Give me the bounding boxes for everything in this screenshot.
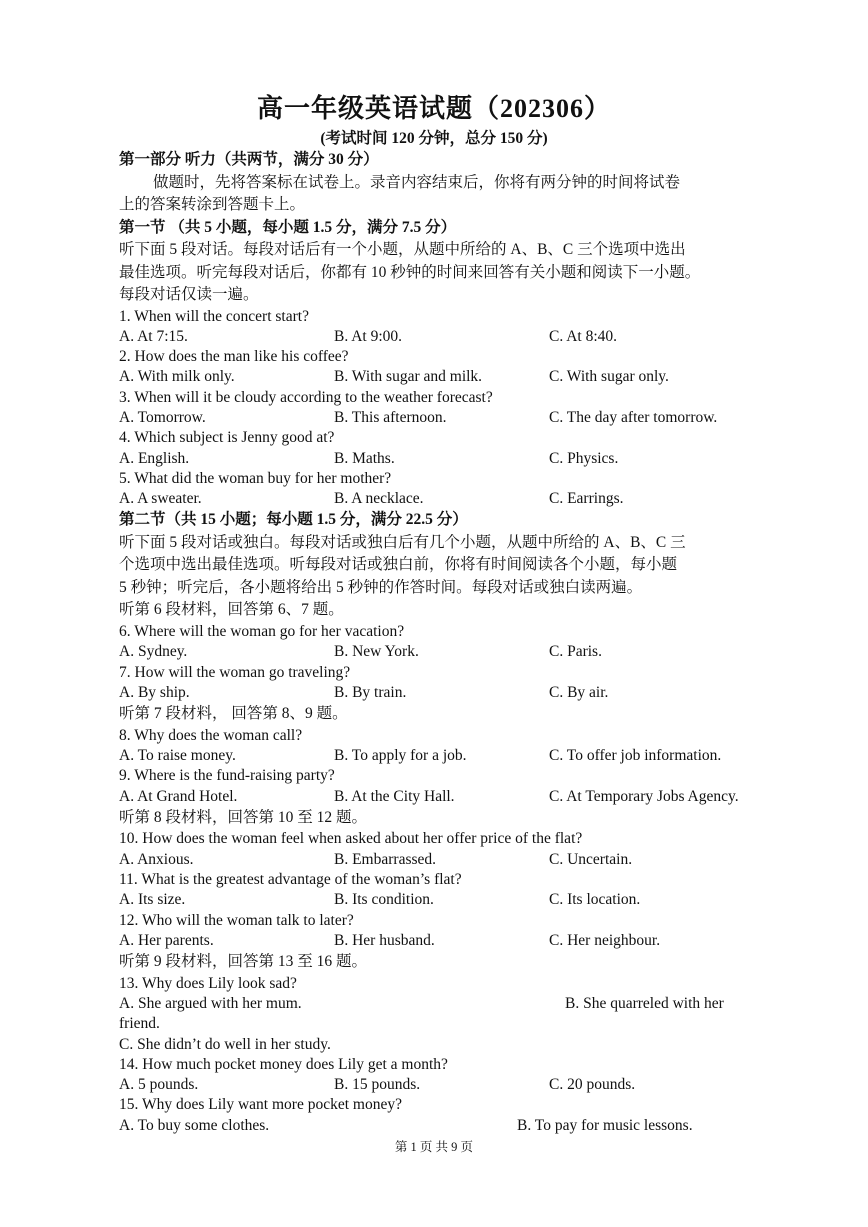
section1-heading: 第一节 （共 5 小题，每小题 1.5 分，满分 7.5 分） [119,218,457,236]
option-b: B. This afternoon. [334,408,447,426]
option-c: C. Uncertain. [549,850,633,868]
question-stem: 11. What is the greatest advantage of the woman’s flat? [119,870,462,888]
option-b: B. 15 pounds. [334,1076,421,1094]
option-a: A. At Grand Hotel. [119,787,238,805]
option-c: C. Physics. [549,449,619,467]
option-c: C. Paris. [549,643,602,661]
question-stem: 2. How does the man like his coffee? [119,348,349,366]
option-b: B. With sugar and milk. [334,368,483,386]
option-c: C. To offer job information. [549,746,722,764]
option-a: A. Tomorrow. [119,408,206,426]
question-stem: 4. Which subject is Jenny good at? [119,429,335,447]
question-options [119,489,759,509]
option-c: C. With sugar only. [549,368,669,386]
question-stem: 5. What did the woman buy for her mother? [119,469,392,487]
option-a: A. Sydney. [119,643,188,661]
part1-heading: 第一部分 听力（共两节，满分 30 分） [119,151,379,168]
option-b: B. By train. [334,683,407,701]
question-stem: 14. How much pocket money does Lily get a month? [119,1055,448,1073]
section2-intro: 个选项中选出最佳选项。听每段对话或独白前，你将有时间阅读各个小题，每小题 [119,556,678,574]
question-options [119,787,759,807]
option-c: C. Earrings. [549,490,624,508]
option-c: C. At Temporary Jobs Agency. [549,787,739,805]
material-instruction: 听第 6 段材料，回答第 6、7 题。 [119,601,344,619]
option-c: C. The day after tomorrow. [549,408,718,426]
section1-intro: 每段对话仅读一遍。 [119,286,259,303]
part1-intro: 做题时，先将答案标在试卷上。录音内容结束后，你将有两分钟的时间将试卷 [153,173,681,191]
option-a: A. At 7:15. [119,327,188,345]
option-c: C. At 8:40. [549,327,618,345]
option-b-continued: friend. [119,1015,160,1033]
question-options [119,890,759,910]
question-options [119,449,759,469]
question-options [119,1075,759,1095]
page-title: 高一年级英语试题（202306） [256,94,611,123]
part1-intro: 上的答案转涂到答题卡上。 [119,196,306,213]
option-a: A. She argued with her mum. [119,994,302,1012]
question-stem: 3. When will it be cloudy according to the weather forecast? [119,388,493,406]
question-stem: 8. Why does the woman call? [119,726,303,744]
option-c: C. 20 pounds. [549,1076,636,1094]
question-stem: 15. Why does Lily want more pocket money? [119,1096,402,1114]
option-a: A. A sweater. [119,490,202,508]
question-options [119,850,759,870]
section1-intro: 听下面 5 段对话。每段对话后有一个小题，从题中所给的 A、B、C 三个选项中选出 [119,241,686,258]
exam-body [119,149,759,1136]
option-b: B. To apply for a job. [334,746,467,764]
exam-info: (考试时间 120 分钟，总分 150 分) [320,130,548,147]
option-a: A. To raise money. [119,746,236,764]
option-b: B. She quarreled with her [565,994,724,1012]
question-options [119,683,759,703]
question-stem: 10. How does the woman feel when asked about her offer price of the flat? [119,830,583,848]
option-a: A. 5 pounds. [119,1076,199,1094]
option-b: B. At the City Hall. [334,787,455,805]
section2-intro: 听下面 5 段对话或独白。每段对话或独白后有几个小题，从题中所给的 A、B、C 三 [119,533,686,551]
option-b: B. To pay for music lessons. [517,1116,693,1134]
question-stem: 6. Where will the woman go for her vacation? [119,622,405,640]
question-options [119,1116,759,1136]
question-options [119,408,759,428]
option-c: C. Her neighbour. [549,931,661,949]
option-b: B. New York. [334,643,419,661]
option-c: C. Its location. [549,891,641,909]
material-instruction: 听第 7 段材料， 回答第 8、9 题。 [119,705,348,723]
material-instruction: 听第 9 段材料，回答第 13 至 16 题。 [119,953,368,971]
option-c: C. She didn’t do well in her study. [119,1035,331,1053]
material-instruction: 听第 8 段材料，回答第 10 至 12 题。 [119,808,368,826]
option-b: B. Her husband. [334,931,435,949]
question-options [119,746,759,766]
question-options [119,327,759,347]
option-b: B. At 9:00. [334,327,403,345]
option-a: A. To buy some clothes. [119,1116,270,1134]
question-stem: 1. When will the concert start? [119,307,309,325]
option-a: A. Her parents. [119,931,214,949]
page-number: 第 1 页 共 9 页 [394,1140,474,1154]
question-options [119,994,759,1014]
option-b: B. Its condition. [334,891,434,909]
question-options [119,642,759,662]
option-b: B. Embarrassed. [334,850,437,868]
question-stem: 9. Where is the fund-raising party? [119,767,335,785]
option-a: A. Its size. [119,891,186,909]
section1-intro: 最佳选项。听完每段对话后，你都有 10 秒钟的时间来回答有关小题和阅读下一小题。 [119,263,701,281]
option-b: B. A necklace. [334,490,424,508]
question-stem: 13. Why does Lily look sad? [119,974,297,992]
option-c: C. By air. [549,683,609,701]
option-a: A. With milk only. [119,368,235,386]
question-stem: 12. Who will the woman talk to later? [119,911,354,929]
question-options [119,367,759,387]
section2-heading: 第二节（共 15 小题；每小题 1.5 分，满分 22.5 分） [119,511,468,529]
option-b: B. Maths. [334,449,395,467]
section2-intro: 5 秒钟；听完后，各小题将给出 5 秒钟的作答时间。每段对话或独白读两遍。 [119,578,643,596]
question-stem: 7. How will the woman go traveling? [119,663,351,681]
question-options [119,931,759,951]
option-a: A. English. [119,449,190,467]
option-a: A. Anxious. [119,850,194,868]
option-a: A. By ship. [119,683,190,701]
